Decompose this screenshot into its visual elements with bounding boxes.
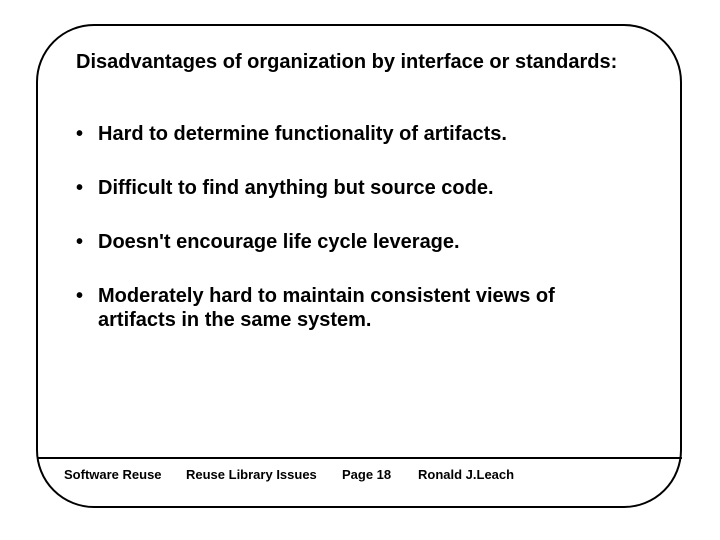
footer-author: Ronald J.Leach [418, 467, 515, 482]
bullet-dot-icon: • [76, 231, 84, 253]
bullet-text: Moderately hard to maintain consistent views of artifacts in the same system. [98, 285, 555, 331]
bullet-dot-icon: • [76, 177, 84, 199]
bullet-item [76, 122, 676, 146]
slide-title: Disadvantages of organization by interface or standards: [76, 51, 618, 73]
bullet-text: Doesn't encourage life cycle leverage. [98, 231, 460, 253]
bullet-list [76, 122, 676, 362]
bullet-item [76, 176, 676, 200]
footer-course: Software Reuse [64, 467, 162, 482]
footer-page-number: Page 18 [342, 467, 392, 482]
footer-topic: Reuse Library Issues [186, 467, 317, 482]
bullet-dot-icon: • [76, 285, 84, 307]
bullet-dot-icon: • [76, 123, 84, 145]
bullet-item [76, 284, 568, 332]
footer-divider [37, 457, 682, 459]
bullet-text: Hard to determine functionality of artifacts. [98, 123, 507, 145]
bullet-item [76, 230, 676, 254]
bullet-text: Difficult to find anything but source code. [98, 177, 494, 199]
